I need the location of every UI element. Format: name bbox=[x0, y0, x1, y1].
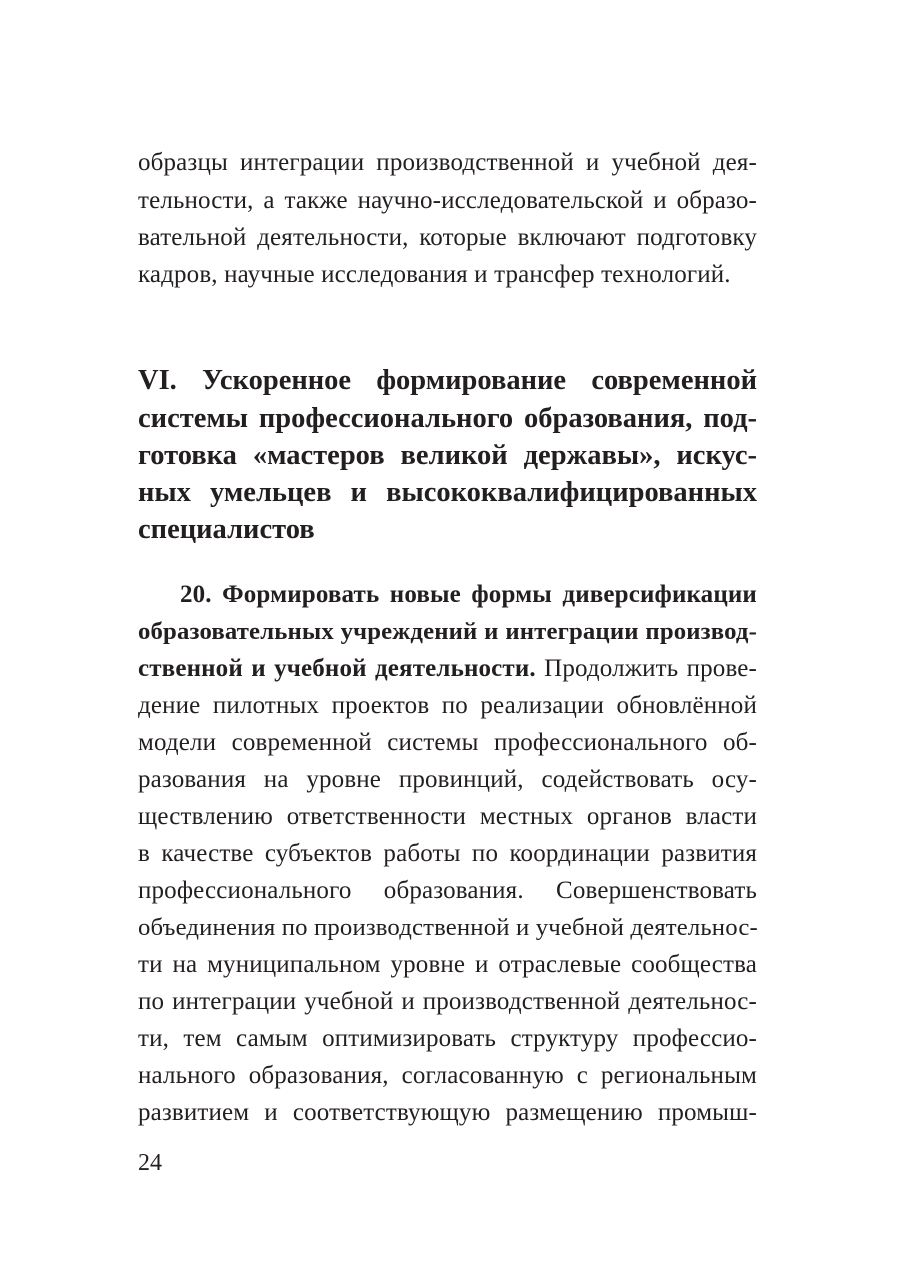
item-20-mixed-line bbox=[138, 651, 757, 687]
section-heading-line: готовка «мастеров великой державы», искус- bbox=[138, 440, 757, 471]
item-20-line: объединения по производственной и учебной деятельнос- bbox=[138, 914, 758, 941]
item-20-line: развитием и соответствующую размещению промыш- bbox=[138, 1099, 757, 1126]
section-heading-line: специалистов bbox=[138, 514, 315, 545]
intro-line: тельности, а также научно-исследовательской и образо- bbox=[138, 187, 757, 214]
intro-line: образцы интеграции производственной и учебной дея- bbox=[138, 149, 757, 176]
item-20-line: нального образования, согласованную с региональным bbox=[138, 1062, 757, 1089]
section-heading-line: VI. Ускоренное формирование современной bbox=[138, 365, 757, 396]
section-heading-line: ных умельцев и высококвалифицированных bbox=[138, 477, 757, 508]
item-20-line: разования на уровне провинций, содействовать осу- bbox=[138, 766, 757, 793]
intro-line: вательной деятельности, которые включают подготовку bbox=[138, 224, 757, 251]
item-20-line: в качестве субъектов работы по координации развития bbox=[138, 840, 757, 867]
item-20-title-end: ственной и учебной деятельности. bbox=[138, 655, 536, 682]
item-20-line: ществлению ответственности местных органов власти bbox=[138, 803, 757, 830]
page-number: 24 bbox=[138, 1150, 162, 1176]
item-20-line: дение пилотных проектов по реализации обновлённой bbox=[138, 692, 757, 719]
item-20-line: ти, тем самым оптимизировать структуру профессио- bbox=[138, 1025, 757, 1052]
item-20-line: ти на муниципальном уровне и отраслевые сообщества bbox=[138, 951, 757, 978]
item-20-line: профессионального образования. Совершенствовать bbox=[138, 877, 757, 904]
item-20-text-start: Продолжить прове- bbox=[535, 655, 757, 682]
item-20-line: по интеграции учебной и производственной деятельнос- bbox=[138, 988, 757, 1015]
item-20-line: модели современной системы профессионального об- bbox=[138, 729, 757, 756]
section-heading-line: системы профессионального образования, под- bbox=[138, 403, 757, 434]
item-20-title-line: 20. Формировать новые формы диверсификации bbox=[180, 581, 757, 608]
item-20-title-line: образовательных учреждений и интеграции производ- bbox=[138, 618, 757, 645]
intro-line: кадров, научные исследования и трансфер технологий. bbox=[138, 261, 731, 288]
